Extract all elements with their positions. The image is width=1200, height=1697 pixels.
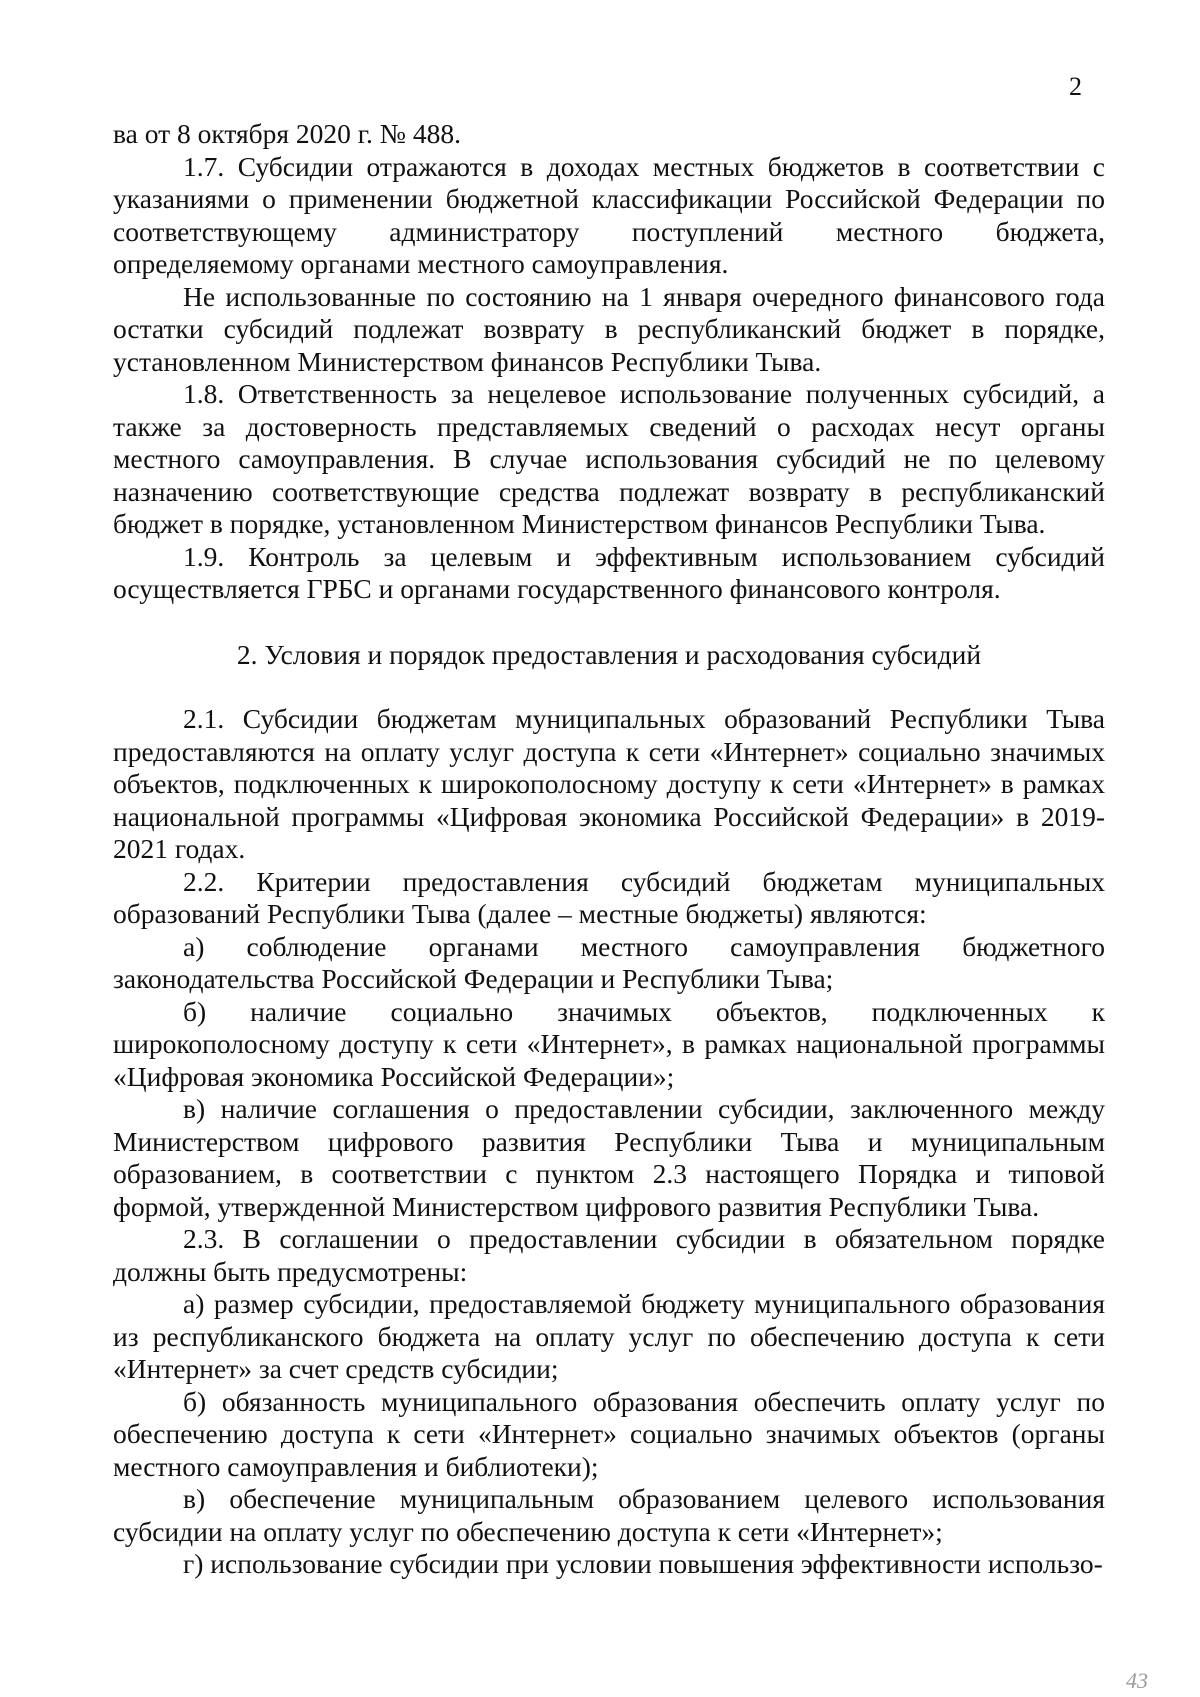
- paragraph-2-3: 2.3. В соглашении о предоставлении субсидии в обязательном порядке должны быть предусмотрены:: [113, 1223, 1105, 1287]
- page-number: 2: [1069, 72, 1082, 101]
- paragraph-2-2-v: в) наличие соглашения о предоставлении субсидии, заключенного между Министерством цифрового развития Республики Тыва и муниципальным образованием, в соответствии с пунктом 2.3 настоящего Порядка и типовой формой, утвержденной Министерством цифрового развития Республики Тыва.: [113, 1093, 1105, 1222]
- paragraph-continuation: ва от 8 октября 2020 г. № 488.: [113, 118, 461, 149]
- document-body: [113, 118, 1105, 1581]
- paragraph-2-1: 2.1. Субсидии бюджетам муниципальных образований Республики Тыва предоставляются на оплату услуг доступа к сети «Интернет» социально значимых объектов, подключенных к широкополосному доступу к сети «Интернет» в рамках национальной программы «Цифровая экономика Российской Федерации» в 2019-2021 годах.: [113, 703, 1105, 864]
- handwritten-margin-note: 43: [1126, 1668, 1148, 1693]
- paragraph-1-8: 1.8. Ответственность за нецелевое использование полученных субсидий, а также за достоверность представляемых сведений о расходах несут органы местного самоуправления. В случае использования субсидий не по целевому назначению соответствующие средства подлежат возврату в республиканский бюджет в порядке, установленном Министерством финансов Республики Тыва.: [113, 378, 1105, 539]
- paragraph-1-9: 1.9. Контроль за целевым и эффективным использованием субсидий осуществляется ГРБС и органами государственного финансового контроля.: [113, 540, 1105, 604]
- section-heading: 2. Условия и порядок предоставления и расходования субсидий: [236, 638, 982, 670]
- paragraph-2-2: 2.2. Критерии предоставления субсидий бюджетам муниципальных образований Республики Тыва (далее – местные бюджеты) являются:: [113, 865, 1105, 929]
- paragraph-2-3-a: а) размер субсидии, предоставляемой бюджету муниципального образования из республиканского бюджета на оплату услуг по обеспечению доступа к сети «Интернет» за счет средств субсидии;: [113, 1288, 1105, 1384]
- paragraph-2-3-b: б) обязанность муниципального образования обеспечить оплату услуг по обеспечению доступа к сети «Интернет» социально значимых объектов (органы местного самоуправления и библиотеки);: [113, 1385, 1105, 1482]
- paragraph-2-2-a: а) соблюдение органами местного самоуправления бюджетного законодательства Российской Федерации и Республики Тыва;: [113, 930, 1105, 994]
- paragraph-2-3-g: г) использование субсидии при условии повышения эффективности использо-: [183, 1548, 1103, 1579]
- paragraph-1-7: 1.7. Субсидии отражаются в доходах местных бюджетов в соответствии с указаниями о применении бюджетной классификации Российской Федерации по соответствующему администратору поступлений местного бюджета, определяемому органами местного самоуправления.: [113, 150, 1105, 279]
- paragraph-2-3-v: в) обеспечение муниципальным образованием целевого использования субсидии на оплату услуг по обеспечению доступа к сети «Интернет»;: [113, 1483, 1105, 1547]
- paragraph-2-2-b: б) наличие социально значимых объектов, подключенных к широкополосному доступу к сети «Интернет», в рамках национальной программы «Цифровая экономика Российской Федерации»;: [113, 995, 1105, 1092]
- paragraph-unused-balances: Не использованные по состоянию на 1 января очередного финансового года остатки субсидий подлежат возврату в республиканский бюджет в порядке, установленном Министерством финансов Республики Тыва.: [113, 280, 1105, 377]
